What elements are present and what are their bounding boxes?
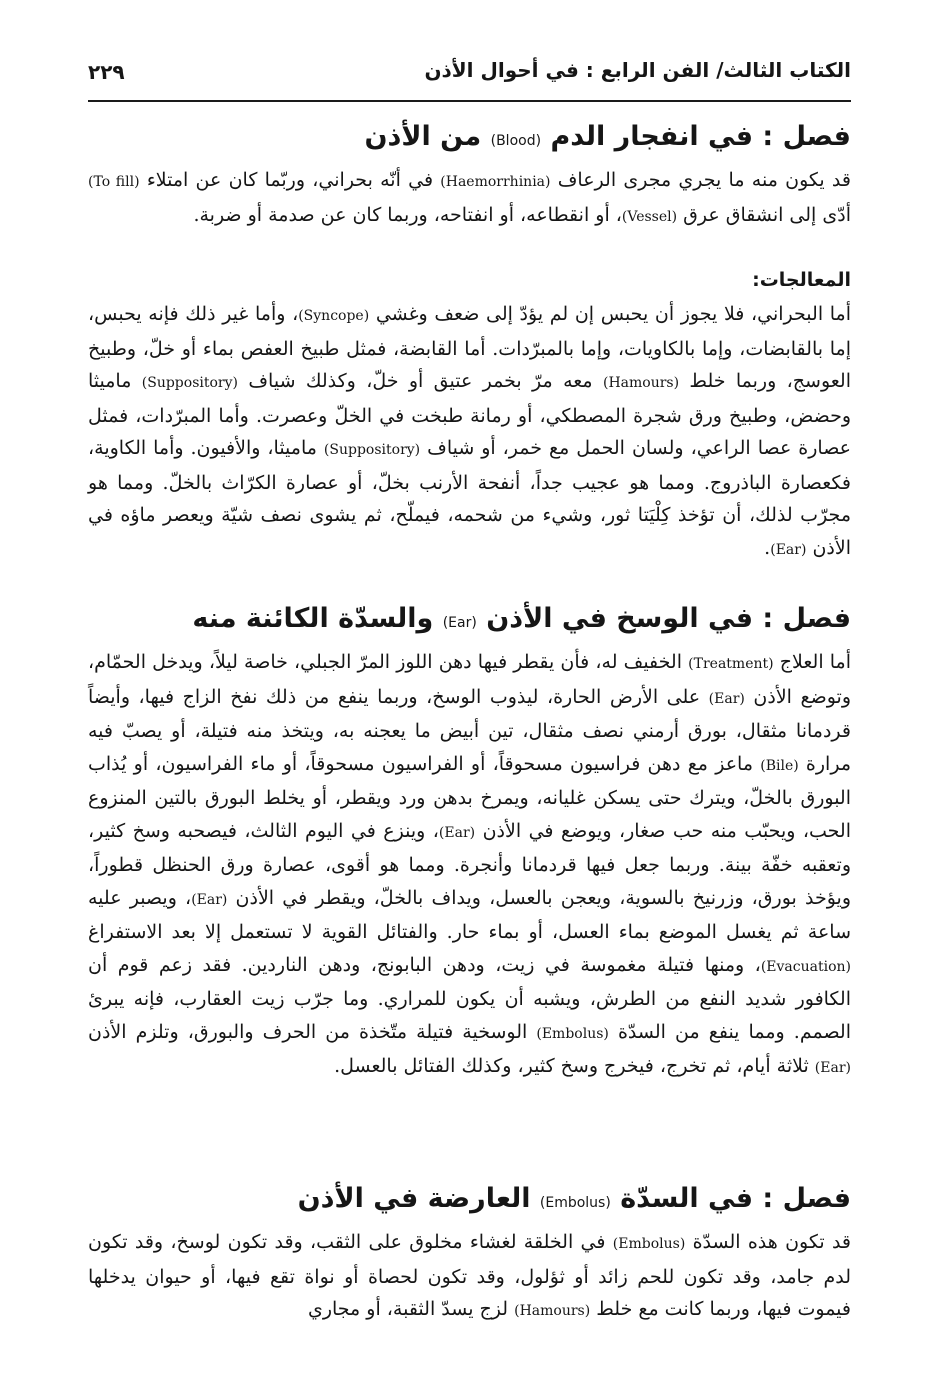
paragraph xyxy=(88,1226,851,1324)
latin-term: (Ear) xyxy=(814,1060,851,1076)
heading-latin-term: (Blood) xyxy=(490,133,542,149)
latin-term: (Ear) xyxy=(191,891,228,908)
latin-term: (To fill) xyxy=(88,174,140,190)
heading-text: العارضة في الأذن xyxy=(297,1183,531,1214)
text-run: في أنّه بحراني، وربّما كان عن امتلاء xyxy=(139,169,441,191)
text-run: ، وأما غير ذلك فإنه يحبس، إما بالقابضات، وإما بالكاويات، وإما بالمبرّدات. أما القابضة، فمثل طبيخ العفص بماء أو خلّ، وطبيخ العوسج، وربما خلط xyxy=(88,303,851,392)
section-heading-ear-wax xyxy=(88,596,851,646)
section-heading-embolus xyxy=(88,1176,851,1226)
latin-term: (Suppository) xyxy=(323,442,421,458)
text-run: ماميثا، والأفيون. وأما الكاوية، فكعصارة الباذروج. ومما هو عجيب جداً، أنفحة الأرنب بخلّ، أو عصارة الكرّاث بالخلّ. ومما هو مجرّب لذلك، أن تؤخذ كِلْيَتا ثور، وشيء من شحمه، فيملّح، ثم يشوى نصف شيّة ويعصر ماؤه في الأذن xyxy=(88,437,851,559)
latin-term: (Ear) xyxy=(708,690,745,707)
text-run: في الخلقة لغشاء مخلوق على الثقب، وقد تكون لوسخ، وقد تكون لدم جامد، وقد تكون للحم زائد أو ثؤلول، وقد تكون لحصاة أو نواة تقع فيها، أو حيوان يدخلها فيموت فيها، وربما كانت مع خلط xyxy=(88,1231,851,1320)
heading-text: فصل : في الوسخ في الأذن xyxy=(486,603,851,634)
paragraph xyxy=(88,298,851,590)
latin-term: (Embolus) xyxy=(612,1236,686,1252)
heading-text: والسدّة الكائنة منه xyxy=(192,603,434,634)
heading-text: فصل : في السدّة xyxy=(620,1183,851,1214)
page-body xyxy=(88,114,851,1324)
latin-term: (Evacuation) xyxy=(760,958,851,975)
text-run: ماميثا وحضض، وطبيخ ورق شجرة المصطكي، أو رمانة طبخت في الخلّ وعصرت. وأما المبرّدات، فمثل عصارة عصا الراعي، ولسان الحمل مع خمر، أو شياف xyxy=(88,370,852,459)
latin-term: (Hamours) xyxy=(602,375,680,391)
latin-term: (Syncope) xyxy=(298,308,370,324)
subheading-treatments: المعالجات: xyxy=(752,269,851,291)
text-run: الوسخية فتيلة متّخذة من الحرف والبورق، وتلزم الأذن xyxy=(88,1020,537,1043)
text-run: أما البحراني، فلا يجوز أن يحبس إن لم يؤدّ إلى ضعف وغشي xyxy=(369,303,851,325)
latin-term: (Haemorrhinia) xyxy=(440,174,551,190)
paragraph xyxy=(88,164,851,262)
latin-term: (Embolus) xyxy=(536,1025,609,1042)
text-run: أما العلاج xyxy=(773,651,851,673)
heading-latin-term: (Embolus) xyxy=(539,1195,611,1211)
page-header xyxy=(88,58,851,94)
text-run: . xyxy=(764,536,771,559)
latin-term: (Vessel) xyxy=(621,208,678,225)
heading-text: من الأذن xyxy=(364,121,482,152)
text-run: ، وينزع في اليوم الثالث، فيصحبه وسخ كثير، وتعقبه خفّة بينة. وربما جعل فيها قردمانا وأنجرة. ومما هو أقوى، عصارة ورق الحنظل قطوراً، ويؤخذ بورق، وزرنيخ بالسوية، ويعجن بالعسل، ويداف بالخلّ، ويقطر في الأذن xyxy=(88,819,851,909)
latin-term: (Hamours) xyxy=(514,1303,591,1319)
text-run: ، ويصبر عليه ساعة ثم يغسل الموضع بماء العسل، أو بماء حار. والفتائل القوية لا تستعمل إلا بعد الاستفراغ xyxy=(88,886,851,943)
text-run: أدّى إلى انشقاق عرق xyxy=(677,203,851,226)
latin-term: (Suppository) xyxy=(141,375,238,391)
text-run: قد تكون هذه السدّة xyxy=(685,1231,851,1253)
text-run: على الأرض الحارة، ليذوب الوسخ، وربما ينفع من ذلك نفخ الزاج فيها، وأيضاً قردمانا مثقال، بورق أرمني نصف مثقال، تين أبيض ما يعجنه به، ويتخذ منه فتيلة، أو يصبّ فيه مرارة xyxy=(88,685,852,775)
latin-term: (Ear) xyxy=(770,541,807,558)
text-run: ماعز مع دهن فراسيون مسحوقاً، أو الفراسيون مسحوقاً، أو ماء الفراسيون، أو يُذاب البورق بالخلّ، ويترك حتى يسكن غليانه، ويمرخ بدهن ورد ويقطر، أو يخلط البورق بالتين المنزوع الحب، ويحبّب منه حب صغار، ويوضع في الأذن xyxy=(88,752,851,842)
text-run: ، أو انقطاعه، أو انفتاحه، وربما كان عن صدمة أو ضربة. xyxy=(193,203,622,226)
text-run: ، ومنها فتيلة مغموسة في زيت، ودهن البابونج، ودهن الناردين. فقد زعم قوم أن الكافور شديد النفع من الطرش، ويشبه أن يكون للمراري. وما جرّب زيت العقارب، فإنه يبرئ الصمم. ومما ينفع من السدّة xyxy=(88,953,851,1043)
text-run: لزج يسدّ الثقبة، أو مجاري xyxy=(307,1298,515,1320)
latin-term: (Ear) xyxy=(438,824,476,841)
heading-latin-term: (Ear) xyxy=(442,615,477,631)
latin-term: (Bile) xyxy=(760,757,799,774)
latin-term: (Treatment) xyxy=(688,656,774,672)
text-run: الخفيف له، فأن يقطر فيها دهن اللوز المرّ الجبلي، خاصة ليلاً، ويدخل الحمّام، وتوضع الأذن xyxy=(88,651,852,708)
header-rule xyxy=(88,100,851,102)
text-run: معه مرّ بخمر عتيق أو خلّ، وكذلك شياف xyxy=(237,370,603,392)
page-number: ٢٢٩ xyxy=(88,60,125,84)
text-run: قد يكون منه ما يجري مجرى الرعاف xyxy=(550,169,851,191)
paragraph xyxy=(88,646,851,1166)
heading-text: فصل : في انفجار الدم xyxy=(550,121,851,152)
section-heading-blood xyxy=(88,114,851,164)
text-run: ثلاثة أيام، ثم تخرج، فيخرج وسخ كثير، وكذلك الفتائل بالعسل. xyxy=(334,1055,815,1077)
running-title: الكتاب الثالث/ الفن الرابع : في أحوال الأذن xyxy=(424,58,851,82)
